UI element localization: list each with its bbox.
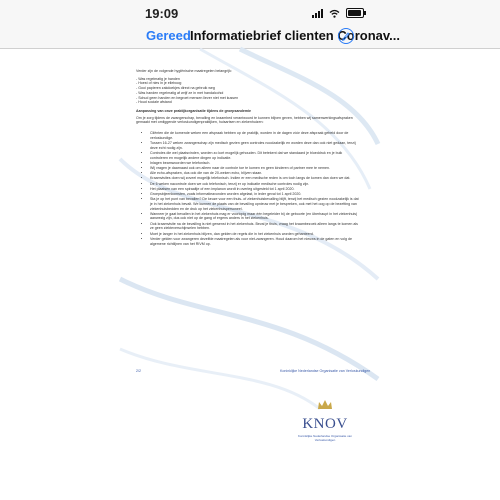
measure-item: • Controles die wel plaatsvinden, worden zo kort mogelijk gehouden. Dit betekent dat we standaard je bloeddruk en je buik controleren en mogelijk andere dingen op indicatie. — [150, 151, 361, 160]
done-button[interactable]: Gereed — [146, 28, 191, 43]
hygiene-item: - Was handen regelmatig af wrijf ze in met handalcohol — [136, 90, 224, 95]
hygiene-item: - Was regelmatig je handen — [136, 76, 180, 81]
measure-item: • Ook kraamvisite na de bevalling is niet gewenst in het ziekenhuis. Beval je thuis, vraag het kraambezoek alleen langs te komen als ze geen ziekteverschijnselen hebben. — [150, 222, 361, 231]
footer-organization: Koninklijke Nederlandse Organisatie van Verloskundigen — [280, 369, 371, 373]
signal-icon — [312, 9, 323, 18]
measure-item: • De 6 weken nacontrole doen we ook telefonisch, tenzij er op indicatie medische controles nodig zijn. — [150, 182, 361, 187]
pen-icon[interactable] — [338, 28, 354, 44]
hygiene-item: - Hoest of nies in je elleboog — [136, 81, 182, 86]
measure-item: • Sta je op het punt van bevallen? De keuze voor een thuis- of ziekenhuisbevalling blijft, tenzij het medisch gezien noodzakelijk is dat je in het ziekenhuis bevalt. We kunnen de plaats van de bevalling opnieuw met je bespreken, ook met het oog op de bezetting van ziekenhuisbedden en de druk op het ziekenhuispersoneel. — [150, 197, 361, 211]
document-text — [136, 69, 361, 247]
wifi-icon — [329, 9, 340, 18]
measure-item: • Het plaatsen van een spiraaltje of een implanon wordt in overleg uitgesteld tot 1 april 2020. — [150, 187, 361, 192]
knov-logo — [290, 397, 360, 442]
measures-list — [136, 131, 361, 246]
hygiene-item: - Gooi papieren zakdoekjes direct na gebruik weg — [136, 86, 215, 91]
document-title: Informatiebrief clienten Coronav... — [190, 28, 400, 43]
hygiene-list — [136, 77, 361, 105]
section-text: Om je zorg tijdens de zwangerschap, bevalling en kraambed verantwoord te kunnen blijven geven, hebben wij samenwerkingsafspraken gemaakt met omliggende verloskundigenpraktijken, huisartsen en ziekenhuizen: — [136, 115, 353, 125]
pdf-page[interactable] — [120, 49, 378, 500]
hygiene-item: - Houd sociale afstand — [136, 100, 172, 105]
measure-item: • Wij vragen je daarnaast ook om alleen naar de controle toe te komen en geen kinderen of partner mee te nemen. — [150, 166, 361, 171]
measure-item: • Groepsbijeenkomsten, zoals informatieavonden worden afgelast, in ieder geval tot 1 april 2020. — [150, 192, 361, 197]
logo-text: KNOV — [302, 416, 348, 432]
logo-caption: Koninklijke Nederlandse Organisatie van Verloskundigen — [297, 434, 353, 442]
battery-icon — [346, 8, 364, 18]
measure-item: • Verder gelden voor zwangeren dezelfde maatregelen als voor niet-zwangeren. Houd daarom het nieuws in de gaten en volg de algemene richtlijnen van het RIVM op. — [150, 237, 361, 246]
measure-item: • Wanneer je gaat bevallen in het ziekenhuis mag er voorlopig maar één begeleider bij de geboorte (en überhaupt in het ziekenhuis) aanwezig zijn, dus ook niet op de gang of ergens anders in het ziekenhuis. — [150, 212, 361, 221]
footer-page-number: 2/2 — [136, 369, 141, 373]
measure-item: • Alle echo-afspraken, dus ook die van de 20-weken echo, blijven staan. — [150, 171, 361, 176]
measure-item: • Inlagen beamwoorden we telefonisch. — [150, 161, 361, 166]
navigation-bar — [0, 24, 500, 49]
status-icons — [312, 8, 364, 18]
measure-item: • Moet je langer in het ziekenhuis blijven, dan gelden de regels die in het ziekenhuis worden gehanteerd. — [150, 232, 361, 237]
measure-item: • Tussen 16-27 weken zwangerschap zijn medisch gezien geen controles noodzakelijk en worden deze dan ook niet gedaan, tenzij deze echt nodig zijn. — [150, 141, 361, 150]
status-bar — [0, 0, 500, 24]
status-time: 19:09 — [145, 6, 179, 21]
crown-icon — [290, 397, 360, 411]
measure-item: • Kraamvisites doen wij zoveel mogelijk telefonisch. Indien er een medische reden is om toch langs de komen dan doen we dat. — [150, 176, 361, 181]
measure-item: • Cliënten die de komende weken een afspraak hebben op de praktijk, worden in de dagen vóór deze afspraak gebeld door de verloskundige. — [150, 131, 361, 140]
intro-text: Verder zijn de volgende hygiënische maatregelen belangrijk: — [136, 69, 232, 73]
section-title: Aanpassing van onze praktijkorganisatie tijdens de groepsandemie — [136, 108, 252, 113]
hygiene-item: - Schud geen handen en begroet mensen liever niet met kussen — [136, 95, 239, 100]
